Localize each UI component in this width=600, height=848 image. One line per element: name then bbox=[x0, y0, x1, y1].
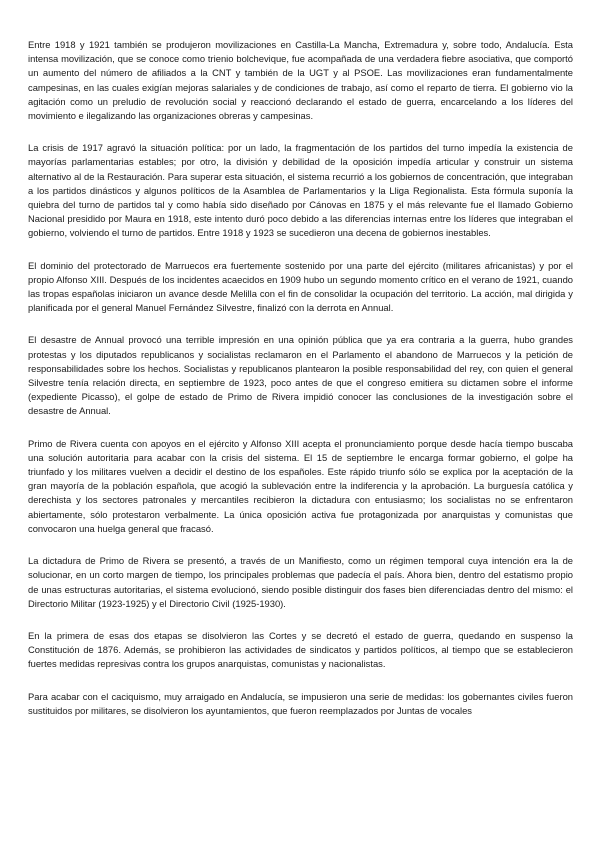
paragraph-desastre-annual: El desastre de Annual provocó una terrible impresión en una opinión pública que ya era contraria a la guerra, hubo grandes protestas y los diputados republicanos y socialistas reclamaron en el Parlamento el abandono de Marruecos y la petición de responsabilidades sobre los hechos. Socialistas y republicanos plantearon la posible responsabilidad del rey, con quien el general Silvestre tenía relación directa, en septiembre de 1923, poco antes de que el congreso emitiera su dictamen sobre el informe (expediente Picasso), el golpe de estado de Primo de Rivera impidió conocer las conclusiones de la investigación sobre el desastre de Annual. bbox=[28, 334, 573, 417]
paragraph-marruecos: El dominio del protectorado de Marruecos era fuertemente sostenido por una parte del ejército (militares africanistas) y por el propio Alfonso XIII. Después de los incidentes acaecidos en 1909 hubo un segundo momento crítico en el verano de 1921, cuando las tropas españolas iniciaron un avance desde Melilla con el fin de consolidar la ocupación del territorio. La acción, mal dirigida y planificada por el general Manuel Fernández Silvestre, finalizó con la derrota en Annual. bbox=[28, 259, 573, 314]
paragraph-crisis-1917: La crisis de 1917 agravó la situación política: por un lado, la fragmentación de los partidos del turno impedía la existencia de mayorías parlamentarias estables; por otro, la división y debilidad de la oposición impedía articular y construir un sistema alternativo al de la Restauración. Para superar esta situación, el sistema recurrió a los gobiernos de concentración, que integraban a los partidos dinásticos y algunos políticos de la Asamblea de Parlamentarios y la Lliga Regionalista. Esta fórmula suponía la quiebra del turno de partidos tal y como había sido diseñado por Cánovas en 1875 y el más relevante fue el llamado Gobierno Nacional presidido por Maura en 1918, este intento duró poco debido a las diferencias internas entre los líderes que integraban el gobierno, volviendo el turno de partidos. Entre 1918 y 1923 se sucedieron una decena de gobiernos inestables. bbox=[28, 142, 573, 239]
paragraph-primo-de-rivera: Primo de Rivera cuenta con apoyos en el ejército y Alfonso XIII acepta el pronunciamiento porque desde hacía tiempo buscaba una solución autoritaria para acabar con la crisis del sistema. El 15 de septiembre le encarga formar gobierno, el golpe ha triunfado y los militares vuelven a decidir el destino de los españoles. Este rápido triunfo sólo se explica por la aceptación de la gran mayoría de la población española, que acogió la sublevación entre la indiferencia y la aprobación. La burguesía católica y derechista y los sectores patronales y mercantiles recibieron la dictadura con entusiasmo; los socialistas no se enfrentaron abiertamente, sólo protestaron verbalmente. La única oposición activa fue protagonizada por anarquistas y comunistas que convocaron una huelga general que fracasó. bbox=[28, 437, 573, 534]
document-page bbox=[28, 38, 573, 736]
paragraph-caciquismo: Para acabar con el caciquismo, muy arraigado en Andalucía, se impusieron una serie de medidas: los gobernantes civiles fueron sustituidos por militares, se disolvieron los ayuntamientos, que fueron reemplazados por Juntas de vocales bbox=[28, 690, 573, 716]
paragraph-directorio-militar: En la primera de esas dos etapas se disolvieron las Cortes y se decretó el estado de guerra, quedando en suspenso la Constitución de 1876. Además, se prohibieron las actividades de sindicatos y partidos políticos, al tiempo que se establecieron fuertes medidas represivas contra los grupos anarquistas, comunistas y nacionalistas. bbox=[28, 629, 573, 670]
paragraph-trienio-bolchevique: Entre 1918 y 1921 también se produjeron movilizaciones en Castilla-La Mancha, Extremadura y, sobre todo, Andalucía. Esta intensa movilización, que se conoce como trienio bolchevique, fue acompañada de una verdadera fiebre asociativa, que comportó un aumento del número de afiliados a la CNT y también de la UGT y al PSOE. Las movilizaciones eran fundamentalmente campesinas, en las cuales exigían mejoras salariales y de condiciones de trabajo, así como el reparto de tierra. El gobierno vio la agitación como un preludio de revolución social y reaccionó declarando el estado de guerra, encarcelando a los líderes del movimiento e ilegalizando las organizaciones obreras y campesinas. bbox=[28, 39, 573, 122]
paragraph-dictadura-fases: La dictadura de Primo de Rivera se presentó, a través de un Manifiesto, como un régimen temporal cuya intención era la de solucionar, en un corto margen de tiempo, los principales problemas que padecía el país. Ahora bien, dentro del estatismo propio de unas estructuras autoritarias, el sistema evolucionó, siendo posible distinguir dos fases bien diferenciadas dentro del mismo: el Directorio Militar (1923-1925) y el Directorio Civil (1925-1930). bbox=[28, 555, 573, 609]
